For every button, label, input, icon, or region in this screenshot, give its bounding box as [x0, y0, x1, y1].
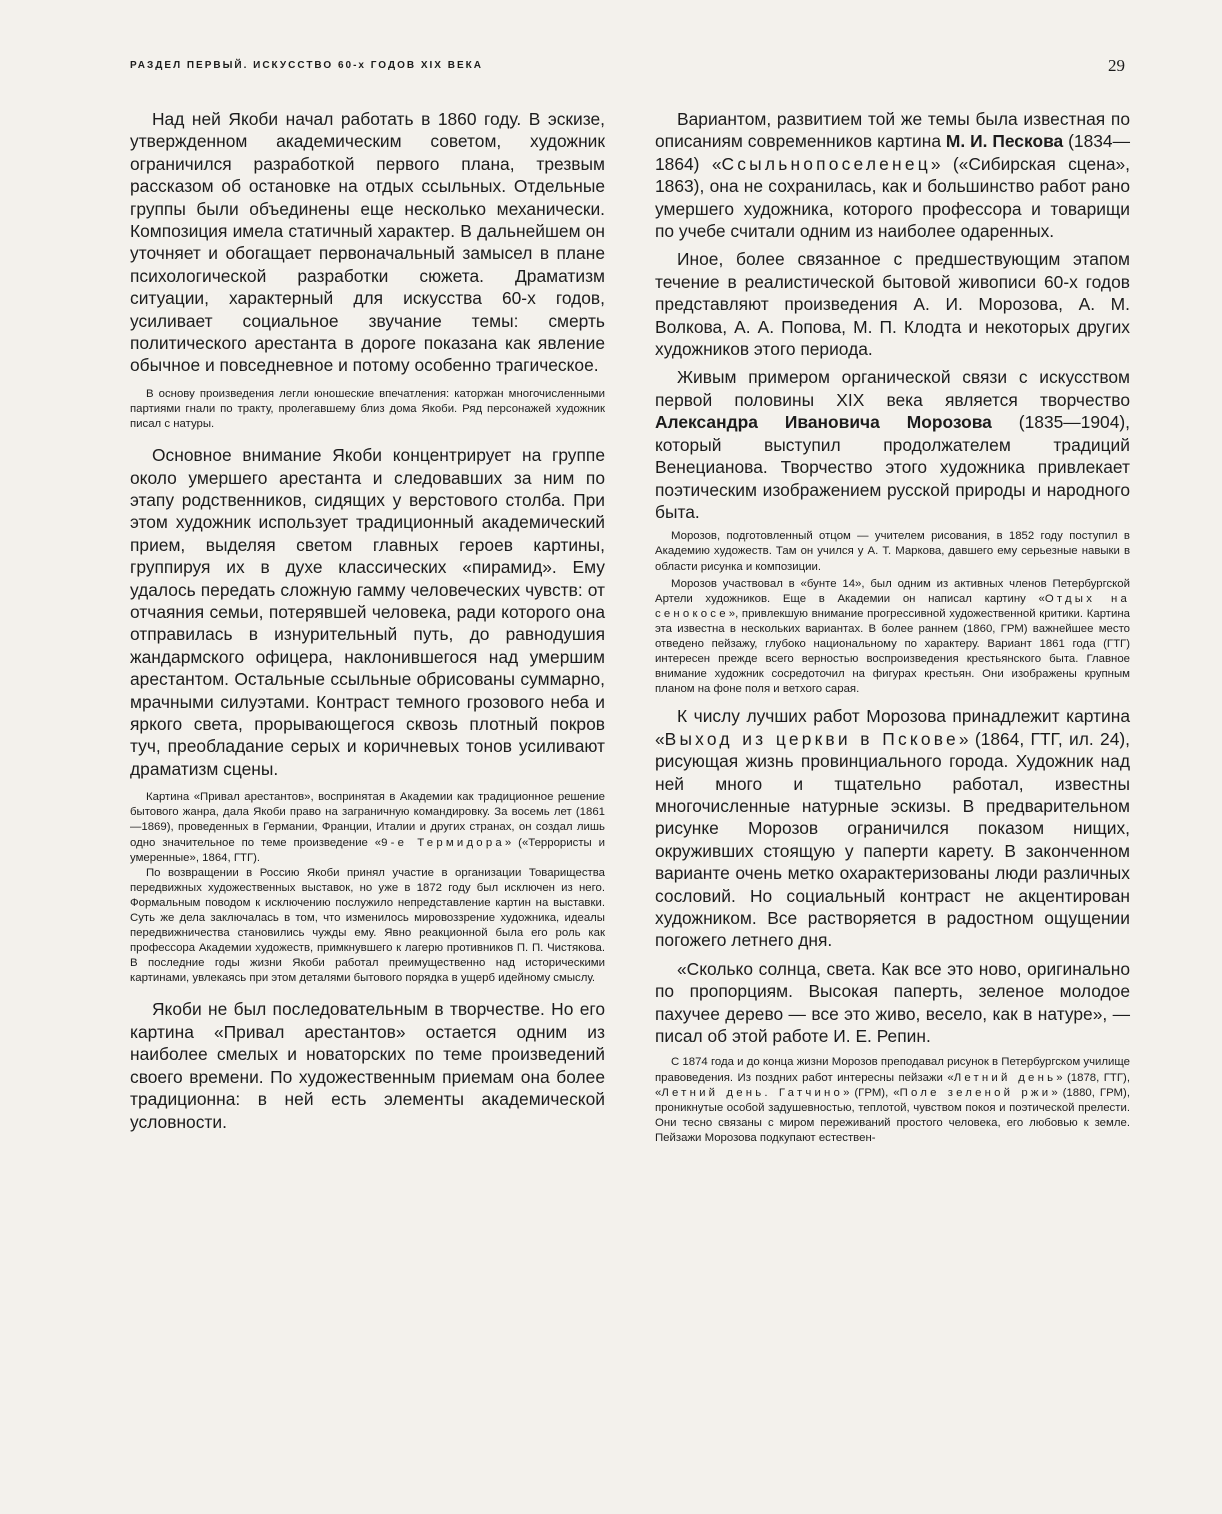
text-run: К числу лучших работ Морозова принадлежит картина « [655, 706, 1130, 749]
artist-name: Александра Ивановича Морозова [655, 412, 992, 433]
artist-name: М. И. Пескова [945, 131, 1064, 152]
artwork-title: Летний день [953, 1071, 1057, 1084]
artwork-title: Ссыльнопоселенец [721, 153, 931, 174]
paragraph [655, 705, 1130, 951]
text-run: » («Сибирская сцена», 1863), она не сохранилась, как и большинство работ рано умершего художника, которого профессора и товарищи по учебе считали одним из наиболее одаренных. [655, 153, 1131, 242]
footnote-paragraph: По возвращении в Россию Якоби принял участие в организации Товарищества передвижных художественных выставок, но уже в 1872 году был исключен из него. Формальным поводом к исключению послужило непредставление картин на выставки. Суть же дела заключалась в том, что изменилось мировоззрение художника, идеалы передвижничества становились чужды ему. Явно реакционной была его роль как профессора Академии художеств, примкнувшего к лагерю противников П. П. Чистякова. В последние годы жизни Якоби работал преимущественно над историческими картинами, увлекаясь при этом деталями бытового порядка в ущерб идейному смыслу. [130, 866, 605, 985]
text-run: (1834—1864) « [655, 131, 1130, 174]
text-run: Живым примером органической связи с искусством первой половины XIX века является творчество [655, 367, 1130, 410]
text-run: » (1864, ГТГ, ил. 24), рисующая жизнь провинциального города. Художник над ней много и тщательно работал, известны многочисленные натурные эскизы. В предварительном рисунке Морозов ограничился показом нищих, окруживших стоящую у паперти карету. В законченном варианте очень метко охарактеризованы люди различных сословий. Но социальный контраст не акцентирован художником. Все растворяется в радостном ощущении погожего летнего дня. [655, 728, 1130, 951]
paragraph [655, 108, 1130, 242]
text-run: Вариантом, развитием той же темы была известная по описаниям современников картина [655, 109, 1130, 152]
artwork-title: Отдых на сенокосе [655, 592, 1130, 620]
right-column [655, 108, 1130, 1146]
paragraph [655, 366, 1130, 523]
text-run: » (1878, ГТГ), « [655, 1071, 1131, 1099]
text-run: (1835—1904), который выступил продолжателем традиций Венецианова. Творчество этого художника привлекает поэтическим изображением русской природы и народного быта. [655, 412, 1130, 522]
left-column [130, 108, 605, 1133]
text-run: », привлекшую внимание прогрессивной художественной критики. Картина эта известна в нескольких вариантах. В более раннем (1860, ГРМ) важнейшее место отведено пейзажу, глубоко национальному по характеру. Вариант 1861 года (ГТГ) интересен прежде всего верностью воспроизведения крестьянского быта. Главное внимание художник сосредоточил на фигурах крестьян. Они изображены крупным планом на фоне поля и ветхого сарая. [655, 607, 1130, 696]
paragraph: Над ней Якоби начал работать в 1860 году. В эскизе, утвержденном академическим советом, художник ограничился разработкой первого плана, трезвым рассказом об остановке на отдых ссыльных. Отдельные группы были объединены еще несколько механически. Композиция имела статичный характер. В дальнейшем он уточняет и обогащает первоначальный замысел в плане психологической разработки сюжета. Драматизм ситуации, характерный для искусства 60-х годов, усиливает социальное звучание темы: смерть политического арестанта в дороге показана как явление обычное и повседневное и потому особенно трагическое. [130, 109, 605, 376]
paragraph: Якоби не был последовательным в творчестве. Но его картина «Привал арестантов» остается одним из наиболее смелых и новаторских по теме произведений своего времени. По художественным приемам она более традиционна: в ней есть элементы академической условности. [130, 999, 605, 1132]
footnote-paragraph [130, 790, 605, 865]
paragraph: Основное внимание Якоби концентрирует на группе около умершего арестанта и следовавших за ним по этапу родственников, сидящих у верстового столба. При этом художник использует традиционный академический прием, выделяя светом главных героев картины, группируя их в духе классических «пирамид». Ему удалось передать сложную гамму человеческих чувств: от отчаяния семьи, потерявшей человека, ради которого она отправилась в изнурительный путь, до равнодушия жандармского офицера, наклонившегося над умершим арестантом. Остальные ссыльные обрисованы суммарно, мрачными силуэтами. Контраст темного грозового неба и яркого света, прорывающегося сквозь плотный покров туч, преобладание серых и коричневых тонов усиливают драматизм сцены. [130, 445, 605, 779]
paragraph: «Сколько солнца, света. Как все это ново, оригинально по пропорциям. Высокая паперть, зеленое молодое пахучее дерево — все это живо, весело, как в натуре», — писал об этой работе И. Е. Репин. [655, 958, 1130, 1047]
artwork-title: Выход из церкви в Пскове [664, 728, 959, 749]
artwork-title: Летний день. Гатчино [661, 1086, 844, 1099]
running-title: РАЗДЕЛ ПЕРВЫЙ. ИСКУССТВО 60-х ГОДОВ XIX ВЕКА [130, 60, 483, 71]
footnote-paragraph [655, 1055, 1130, 1146]
text-run: » («Террористы и умеренные», 1864, ГТГ). [130, 836, 605, 864]
artwork-title: Поле зеленой ржи [899, 1086, 1052, 1099]
text-run: С 1874 года и до конца жизни Морозов преподавал рисунок в Петербургском училище правоведения. Из поздних работ интересны пейзажи « [655, 1056, 1130, 1084]
artwork-title: 9-е Термидора [381, 836, 505, 849]
text-run: » (ГРМ), « [843, 1086, 900, 1099]
text-run: » (1880, ГРМ), проникнутые особой задушевностью, теплотой, чувством покоя и поэтической прелести. Они тесно связаны с миром переживаний простого человека, его любовью к земле. Пейзажи Морозова подкупают естествен- [655, 1086, 1130, 1144]
footnote-paragraph: Морозов, подготовленный отцом — учителем рисования, в 1852 году поступил в Академию художеств. Там он учился у А. Т. Маркова, давшего ему серьезные навыки в области рисунка и композиции. [655, 530, 1130, 573]
page-number: 29 [1108, 56, 1125, 75]
paragraph: Иное, более связанное с предшествующим этапом течение в реалистической бытовой живописи 60-х годов представляют произведения А. И. Морозова, А. М. Волкова, А. А. Попова, М. П. Клодта и некоторых других художников этого периода. [655, 249, 1130, 360]
text-run: Морозов участвовал в «бунте 14», был одним из активных членов Петербургской Артели художников. Еще в Академии он написал картину « [655, 577, 1130, 605]
footnote-paragraph: В основу произведения легли юношеские впечатления: каторжан многочисленными партиями гнали по тракту, пролегавшему близ дома Якоби. Ряд персонажей художник писал с натуры. [130, 387, 605, 431]
footnote-paragraph [655, 577, 1130, 698]
text-run: Картина «Привал арестантов», воспринятая в Академии как традиционное решение бытового жанра, дала Якоби право на заграничную командировку. За восемь лет (1861—1869), проведенных в Германии, Франции, Италии и других странах, он создал лишь одно значительное по теме произведение « [130, 791, 605, 849]
